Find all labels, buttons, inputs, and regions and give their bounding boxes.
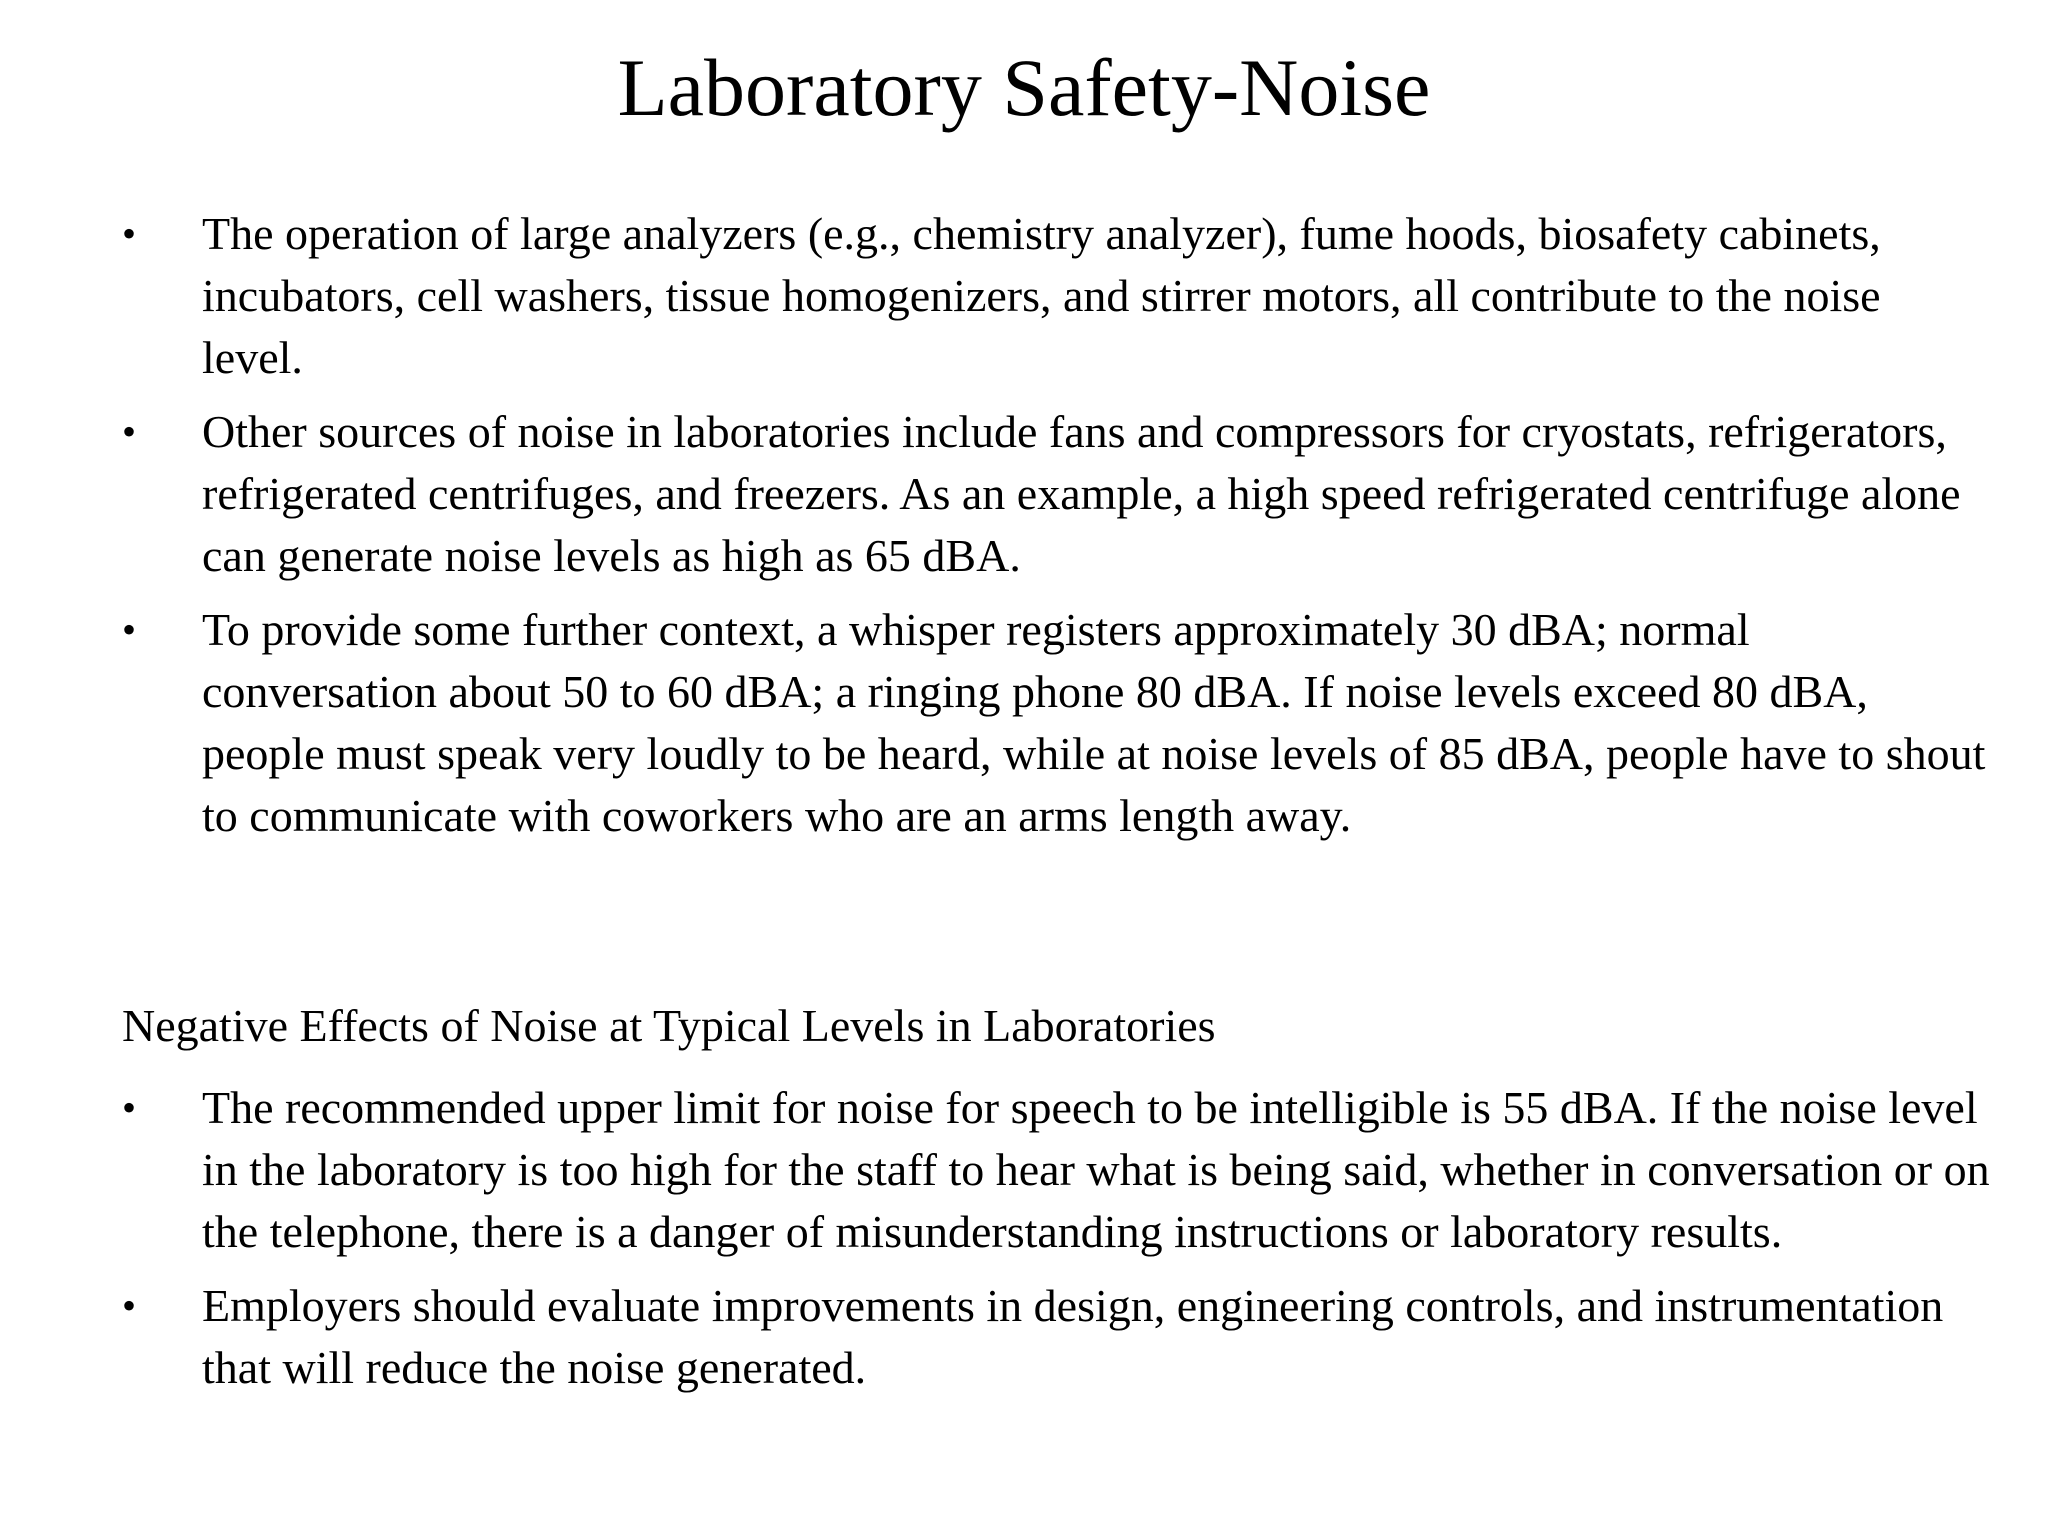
bullet-text: To provide some further context, a whisper registers approximately 30 dBA; normal conversation about 50 to 60 dBA; a ringing phone 80 dBA. If noise levels exceed 80 dBA, people must speak very loudly to be heard, while at noise levels of 85 dBA, people have to shout to communicate with coworkers who are an arms length away. [202,604,1986,841]
bullet-glyph: • [122,211,137,256]
bullet-item [122,401,1992,587]
bullet-glyph: • [122,409,137,454]
bullet-text: Employers should evaluate improvements in design, engineering controls, and instrumentation that will reduce the noise generated. [202,1280,1944,1393]
bullet-item [122,599,1992,847]
bullet-text: The recommended upper limit for noise for speech to be intelligible is 55 dBA. If the noise level in the laboratory is too high for the staff to hear what is being said, whether in conversation or on the telephone, there is a danger of misunderstanding instructions or laboratory results. [202,1082,1990,1257]
bullet-text: The operation of large analyzers (e.g., chemistry analyzer), fume hoods, biosafety cabinets, incubators, cell washers, tissue homogenizers, and stirrer motors, all contribute to the noise level. [202,208,1881,383]
bullet-glyph: • [122,1283,137,1328]
bullet-text: Other sources of noise in laboratories include fans and compressors for cryostats, refrigerators, refrigerated centrifuges, and freezers. As an example, a high speed refrigerated centrifuge alone can generate noise levels as high as 65 dBA. [202,406,1961,581]
bullet-item [122,1077,1992,1263]
bullet-glyph: • [122,607,137,652]
slide-title: Laboratory Safety-Noise [617,42,1431,133]
bullet-item [122,1275,1992,1399]
bullet-list-negative-effects [122,1077,1992,1411]
section-subheading: Negative Effects of Noise at Typical Levels in Laboratories [122,1000,1216,1051]
bullet-glyph: • [122,1085,137,1130]
bullet-item [122,203,1992,389]
bullet-list-noise-sources [122,203,1992,859]
